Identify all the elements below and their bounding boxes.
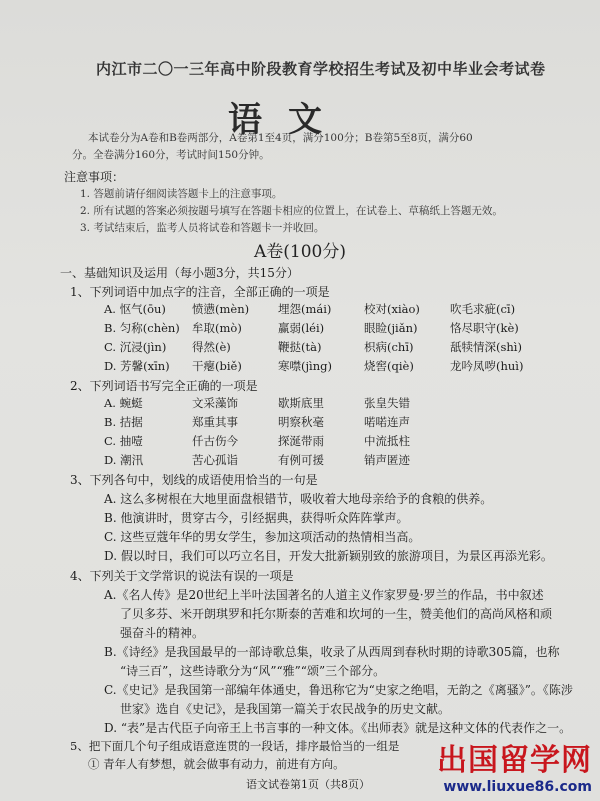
option-cell: A. 蜿蜓 — [104, 396, 143, 410]
option-cell: 牟取(mò) — [192, 321, 242, 335]
q4-option-a-cont: 强奋斗的精神。 — [120, 626, 205, 640]
q5-sentence-1: ① 青年人有梦想，就会做事有动力，前进有方向。 — [88, 757, 345, 771]
q3-option-d: D. 假以时日，我们可以巧立名目，开发大批新颖别致的旅游项目，为景区再添光彩。 — [104, 549, 553, 563]
q3-option-b: B. 他演讲时，贯穿古今，引经据典，获得听众阵阵掌声。 — [104, 511, 409, 525]
option-cell: 有例可援 — [278, 453, 324, 467]
option-cell: 中流抵柱 — [364, 434, 410, 448]
option-cell: 歇斯底里 — [278, 396, 324, 410]
option-cell: D. 潮汛 — [104, 453, 144, 467]
q2-option-row — [104, 395, 450, 411]
site-watermark — [437, 735, 592, 795]
q1-option-row — [104, 301, 536, 317]
option-cell: A. 怄气(ōu) — [104, 302, 166, 316]
exam-title: 内江市二〇一三年高中阶段教育学校招生考试及初中毕业会考试卷 — [96, 60, 546, 78]
option-cell: 张皇失错 — [364, 396, 410, 410]
option-cell: 探涎带雨 — [278, 434, 324, 448]
intro-line-2: 分。全卷满分160分，考试时间150分钟。 — [72, 149, 270, 161]
q1-option-row — [104, 320, 536, 336]
q4-stem: 4、下列关于文学常识的说法有误的一项是 — [70, 569, 294, 583]
q5-stem: 5、把下面几个句子组成语意连贯的一段话，排序最恰当的一组是 — [70, 739, 400, 753]
q4-option-c-cont: 世家》选自《史记》，是我国第一篇关于农民战争的历史文献。 — [120, 702, 451, 716]
option-cell: 喏喏连声 — [364, 415, 410, 429]
notes-title: 注意事项： — [64, 170, 125, 184]
notes-item: 2. 所有试题的答案必须按题号填写在答题卡相应的位置上，在试卷上、草稿纸上答题无效。 — [80, 205, 503, 217]
q3-option-a: A. 这么多树根在大地里面盘根错节，吸收着大地母亲给予的食粮的供养。 — [104, 492, 493, 506]
subject-title: 语文 — [228, 100, 348, 140]
option-cell: 文采藻饰 — [192, 396, 238, 410]
q2-stem: 2、下列词语书写完全正确的一项是 — [70, 379, 258, 393]
notes-item: 1. 答题前请仔细阅读答题卡上的注意事项。 — [80, 188, 283, 200]
option-cell: 吹毛求疵(cī) — [450, 302, 516, 316]
option-cell: 枳病(chī) — [364, 340, 414, 354]
q3-option-c: C. 这些豆蔻年华的男女学生，参加这项活动的热情相当高。 — [104, 530, 421, 544]
option-cell: 仟古伤今 — [192, 434, 238, 448]
option-cell: B. 拮据 — [104, 415, 143, 429]
watermark-brand: 出国留学网 — [437, 743, 592, 778]
q4-option-b-cont: “诗三百”，这些诗歌分为“风”“雅”“颂”三个部分。 — [120, 664, 386, 678]
intro-line-1: 本试卷分为A卷和B卷两部分，A卷第1至4页，满分100分；B卷第5至8页，满分60 — [88, 132, 473, 144]
page-footer: 语文试卷第1页（共8页） — [246, 778, 370, 791]
q2-option-row — [104, 414, 450, 430]
q1-stem: 1、下列词语中加点字的注音，全部正确的一项是 — [70, 285, 330, 299]
option-cell: 苦心孤诣 — [192, 453, 238, 467]
option-cell: 郑重其事 — [192, 415, 238, 429]
option-cell: 校对(xiào) — [364, 302, 420, 316]
q4-option-c: C.《史记》是我国第一部编年体通史，鲁迅称它为“史家之绝唱，无韵之《离骚》”。《陈涉 — [104, 683, 573, 697]
option-cell: 舐犊情深(shì) — [450, 340, 522, 354]
option-cell: 干瘪(biě) — [192, 359, 242, 373]
option-cell: 明察秋毫 — [278, 415, 324, 429]
q1-option-row — [104, 339, 536, 355]
option-cell: 赢弱(léi) — [278, 321, 325, 335]
option-cell: C. 沉浸(jìn) — [104, 340, 167, 354]
option-cell: 愤懑(mèn) — [192, 302, 250, 316]
q2-option-row — [104, 452, 450, 468]
q4-option-b: B.《诗经》是我国最早的一部诗歌总集，收录了从西周到春秋时期的诗歌305篇，也称 — [104, 645, 560, 659]
section-a-title: A卷(100分) — [254, 242, 346, 262]
option-cell: 销声匿迹 — [364, 453, 410, 467]
option-cell: 恪尽职守(kè) — [450, 321, 519, 335]
notes-item: 3. 考试结束后，监考人员将试卷和答题卡一并收回。 — [80, 222, 325, 234]
q4-option-a: A.《名人传》是20世纪上半叶法国著名的人道主义作家罗曼·罗兰的作品，书中叙述 — [104, 588, 544, 602]
option-cell: 龙吟凤哕(huì) — [450, 359, 524, 373]
q4-option-a-cont: 了贝多芬、米开朗琪罗和托尔斯泰的苦难和坎坷的一生，赞美他们的高尚风格和顽 — [120, 607, 553, 621]
q1-option-row — [104, 358, 536, 374]
q2-option-row — [104, 433, 450, 449]
option-cell: 烧窖(qiè) — [364, 359, 414, 373]
option-cell: 得然(è) — [192, 340, 231, 354]
q3-stem: 3、下列各句中，划线的成语使用恰当的一句是 — [70, 473, 318, 487]
watermark-url: www.liuxue86.com — [443, 779, 592, 795]
option-cell: D. 芳馨(xīn) — [104, 359, 170, 373]
option-cell: B. 匀称(chèn) — [104, 321, 180, 335]
option-cell: 眼睑(jiǎn) — [364, 321, 418, 335]
q4-option-d: D. “表”是古代臣子向帝王上书言事的一种文体。《出师表》就是这种文体的代表作之一。 — [104, 721, 572, 735]
option-cell: C. 抽噎 — [104, 434, 143, 448]
option-cell: 鞭挞(tà) — [278, 340, 322, 354]
option-cell: 寒噤(jìng) — [278, 359, 332, 373]
option-cell: 埋怨(mái) — [278, 302, 332, 316]
part1-title: 一、基础知识及运用（每小题3分，共15分） — [60, 266, 299, 280]
